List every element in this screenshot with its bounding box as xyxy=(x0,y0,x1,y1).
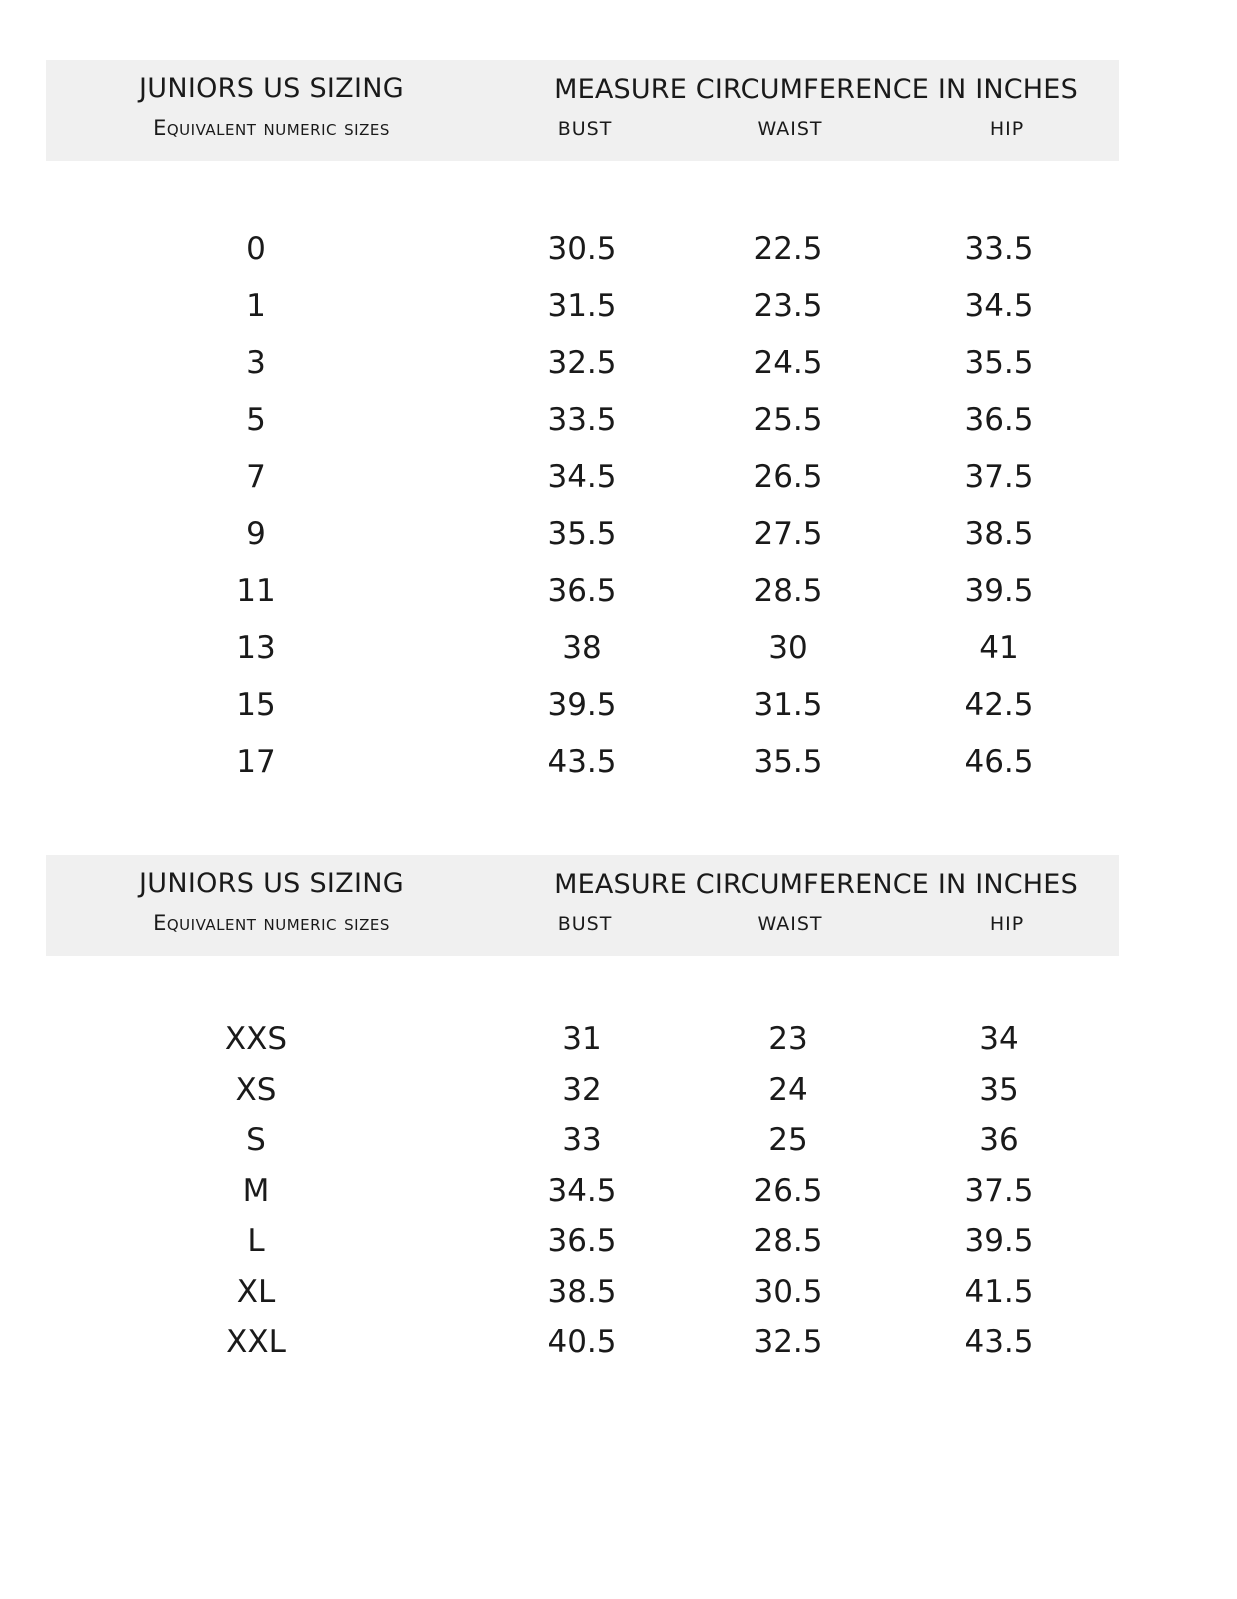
hip-cell: 39.5 xyxy=(964,573,1034,609)
waist-cell: 24 xyxy=(768,1071,808,1108)
bust-cell: 34.5 xyxy=(547,1172,617,1209)
size-cell: 9 xyxy=(246,516,266,552)
hip-cell: 41 xyxy=(979,630,1019,666)
waist-cell: 27.5 xyxy=(753,516,823,552)
size-cell: 11 xyxy=(236,573,276,609)
table-row xyxy=(46,224,1119,281)
size-cell: XS xyxy=(235,1071,277,1108)
equivalent-sizes-subtitle: Equivalent numeric sizes xyxy=(153,911,390,935)
table-row xyxy=(46,1115,1119,1166)
size-cell: 5 xyxy=(246,402,266,438)
bust-cell: 38 xyxy=(562,630,602,666)
measure-circumference-title: MEASURE CIRCUMFERENCE IN INCHES xyxy=(554,74,1078,105)
table-header xyxy=(46,855,1119,956)
table-body xyxy=(46,224,1119,794)
hip-cell: 36 xyxy=(979,1122,1019,1158)
hip-cell: 34 xyxy=(979,1021,1019,1057)
bust-cell: 31 xyxy=(562,1021,602,1057)
bust-cell: 31.5 xyxy=(547,288,617,324)
bust-cell: 34.5 xyxy=(547,459,617,495)
table-row xyxy=(46,1267,1119,1318)
size-cell: XL xyxy=(236,1273,276,1310)
waist-cell: 26.5 xyxy=(753,459,823,495)
hip-cell: 34.5 xyxy=(964,288,1034,324)
hip-cell: 35.5 xyxy=(964,345,1034,381)
table-row xyxy=(46,1014,1119,1065)
waist-cell: 31.5 xyxy=(753,687,823,723)
bust-cell: 36.5 xyxy=(547,1223,617,1259)
size-cell: 1 xyxy=(246,288,266,324)
bust-cell: 43.5 xyxy=(547,744,617,780)
table-row xyxy=(46,737,1119,794)
waist-cell: 28.5 xyxy=(753,573,823,609)
waist-cell: 22.5 xyxy=(753,231,823,267)
waist-cell: 26.5 xyxy=(753,1172,823,1209)
table-row xyxy=(46,623,1119,680)
hip-cell: 41.5 xyxy=(964,1273,1034,1310)
juniors-us-sizing-title: JUNIORS US SIZING xyxy=(139,73,404,104)
table-row xyxy=(46,395,1119,452)
table-row xyxy=(46,1216,1119,1267)
equivalent-sizes-subtitle: Equivalent numeric sizes xyxy=(153,116,390,140)
measure-circumference-title: MEASURE CIRCUMFERENCE IN INCHES xyxy=(554,869,1078,900)
table-row xyxy=(46,680,1119,737)
hip-column-header: HIP xyxy=(989,118,1025,140)
hip-cell: 38.5 xyxy=(964,516,1034,552)
size-cell: 3 xyxy=(246,345,266,381)
bust-cell: 39.5 xyxy=(547,687,617,723)
table-body xyxy=(46,1014,1119,1368)
waist-cell: 30.5 xyxy=(753,1273,823,1310)
bust-cell: 40.5 xyxy=(547,1324,617,1360)
bust-cell: 32.5 xyxy=(547,345,617,381)
size-cell: L xyxy=(247,1223,265,1259)
size-cell: 13 xyxy=(236,630,276,666)
size-cell: XXS xyxy=(224,1021,288,1057)
size-cell: 17 xyxy=(236,744,276,780)
hip-cell: 33.5 xyxy=(964,231,1034,267)
size-cell: 15 xyxy=(236,687,276,723)
bust-cell: 33 xyxy=(562,1122,602,1158)
table-row xyxy=(46,338,1119,395)
table-row xyxy=(46,1166,1119,1217)
waist-column-header: WAIST xyxy=(757,118,823,140)
table-row xyxy=(46,509,1119,566)
numeric-size-table xyxy=(46,60,1119,794)
table-row xyxy=(46,1317,1119,1368)
bust-column-header: BUST xyxy=(557,118,613,140)
hip-cell: 36.5 xyxy=(964,402,1034,438)
hip-cell: 39.5 xyxy=(964,1223,1034,1259)
letter-size-table xyxy=(46,855,1119,1368)
bust-cell: 36.5 xyxy=(547,573,617,609)
bust-cell: 30.5 xyxy=(547,231,617,267)
waist-cell: 35.5 xyxy=(753,744,823,780)
size-cell: S xyxy=(246,1122,266,1158)
hip-cell: 37.5 xyxy=(964,1172,1034,1209)
hip-cell: 42.5 xyxy=(964,687,1034,723)
waist-cell: 25.5 xyxy=(753,402,823,438)
bust-cell: 32 xyxy=(562,1071,602,1108)
table-header xyxy=(46,60,1119,161)
waist-cell: 28.5 xyxy=(753,1223,823,1259)
size-cell: M xyxy=(242,1172,270,1209)
juniors-us-sizing-title: JUNIORS US SIZING xyxy=(139,868,404,899)
waist-column-header: WAIST xyxy=(757,913,823,935)
waist-cell: 23 xyxy=(768,1021,808,1057)
bust-cell: 35.5 xyxy=(547,516,617,552)
hip-cell: 43.5 xyxy=(964,1324,1034,1360)
hip-column-header: HIP xyxy=(989,913,1025,935)
table-row xyxy=(46,566,1119,623)
waist-cell: 23.5 xyxy=(753,288,823,324)
waist-cell: 24.5 xyxy=(753,345,823,381)
table-row xyxy=(46,1065,1119,1116)
size-cell: XXL xyxy=(226,1324,286,1360)
hip-cell: 37.5 xyxy=(964,459,1034,495)
hip-cell: 46.5 xyxy=(964,744,1034,780)
table-row xyxy=(46,281,1119,338)
bust-cell: 38.5 xyxy=(547,1273,617,1310)
waist-cell: 30 xyxy=(768,630,808,666)
bust-column-header: BUST xyxy=(557,913,613,935)
hip-cell: 35 xyxy=(979,1071,1019,1108)
size-cell: 7 xyxy=(246,459,266,495)
waist-cell: 32.5 xyxy=(753,1324,823,1360)
waist-cell: 25 xyxy=(768,1122,808,1158)
table-row xyxy=(46,452,1119,509)
size-cell: 0 xyxy=(246,231,266,267)
bust-cell: 33.5 xyxy=(547,402,617,438)
